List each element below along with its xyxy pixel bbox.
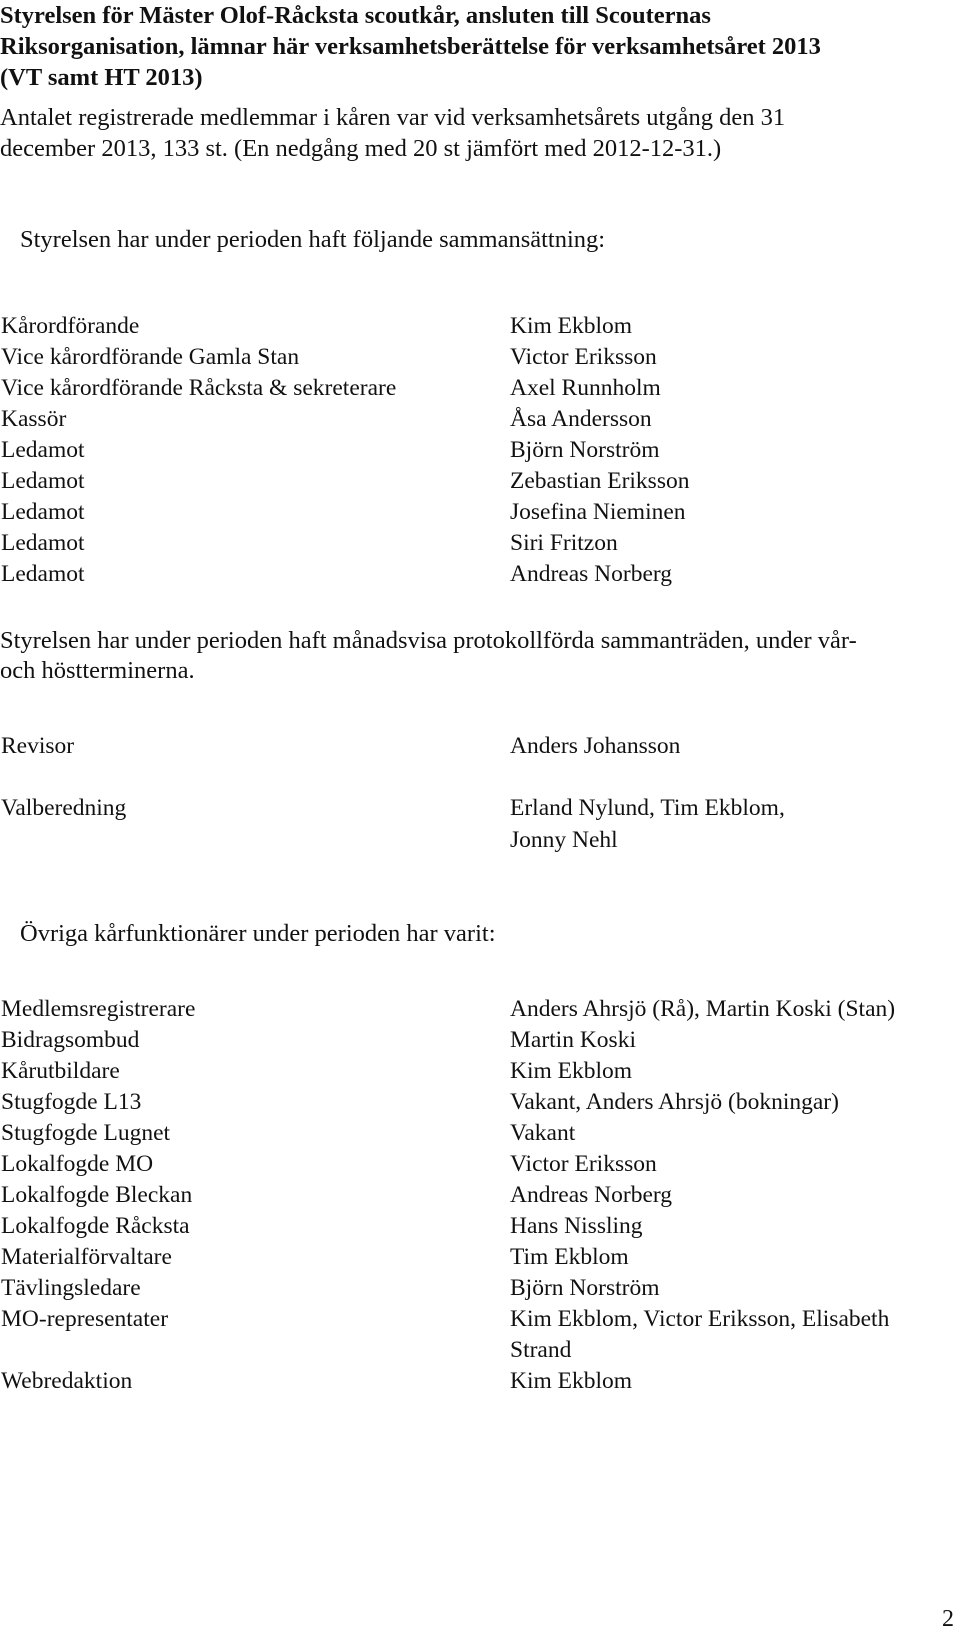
functionary-role: Lokalfogde Råcksta	[1, 1213, 190, 1239]
board-name: Björn Norström	[510, 437, 660, 463]
functionary-role: Kårutbildare	[1, 1058, 120, 1084]
functionary-name: Björn Norström	[510, 1275, 660, 1301]
intro-line-1: Antalet registrerade medlemmar i kåren var vid verksamhetsårets utgång den 31	[0, 104, 786, 131]
board-heading: Styrelsen har under perioden haft följande sammansättning:	[20, 226, 606, 253]
intro-line-2: december 2013, 133 st. (En nedgång med 20 st jämfört med 2012-12-31.)	[0, 135, 722, 162]
board-name: Zebastian Eriksson	[510, 468, 690, 494]
board-name: Siri Fritzon	[510, 530, 618, 556]
functionary-name: Tim Ekblom	[510, 1244, 629, 1270]
meetings-line-2: och höstterminerna.	[0, 657, 195, 684]
functionaries-heading: Övriga kårfunktionärer under perioden har varit:	[20, 920, 496, 947]
board-name: Åsa Andersson	[510, 406, 652, 432]
functionary-roles	[1, 994, 195, 1397]
functionary-name: Martin Koski	[510, 1027, 636, 1053]
functionary-role: Tävlingsledare	[1, 1275, 141, 1301]
board-role: Kårordförande	[1, 313, 140, 339]
board-name: Kim Ekblom	[510, 313, 633, 339]
board-role: Ledamot	[1, 530, 85, 556]
board-name: Josefina Nieminen	[510, 499, 686, 525]
board-name: Andreas Norberg	[510, 561, 673, 587]
document-title-line-3: (VT samt HT 2013)	[0, 64, 203, 91]
functionary-name-continued: Strand	[510, 1337, 572, 1363]
nomination-value-line-2: Jonny Nehl	[510, 827, 618, 853]
functionary-name: Kim Ekblom	[510, 1058, 633, 1084]
board-role: Ledamot	[1, 437, 85, 463]
functionary-role: Bidragsombud	[1, 1027, 140, 1053]
board-role: Kassör	[1, 406, 67, 432]
board-name: Victor Eriksson	[510, 344, 657, 370]
functionary-name: Hans Nissling	[510, 1213, 643, 1239]
auditor-value: Anders Johansson	[510, 733, 681, 759]
board-name: Axel Runnholm	[510, 375, 661, 401]
functionary-name: Victor Eriksson	[510, 1151, 657, 1177]
nomination-value-line-1: Erland Nylund, Tim Ekblom,	[510, 795, 785, 821]
functionary-name: Kim Ekblom, Victor Eriksson, Elisabeth	[510, 1306, 890, 1332]
functionary-name: Andreas Norberg	[510, 1182, 673, 1208]
board-role: Ledamot	[1, 561, 85, 587]
board-role: Ledamot	[1, 499, 85, 525]
document-title-line-2: Riksorganisation, lämnar här verksamhetsberättelse för verksamhetsåret 2013	[0, 33, 821, 60]
functionary-name: Kim Ekblom	[510, 1368, 633, 1394]
board-role: Vice kårordförande Råcksta & sekreterare	[1, 375, 397, 401]
functionary-role: Medlemsregistrerare	[1, 996, 196, 1022]
functionary-role: MO-representater	[1, 1306, 169, 1332]
functionary-role: Stugfogde Lugnet	[1, 1120, 171, 1146]
functionary-role: Lokalfogde MO	[1, 1151, 154, 1177]
board-names	[510, 311, 689, 590]
functionary-name: Vakant, Anders Ahrsjö (bokningar)	[510, 1089, 839, 1115]
document-title-line-1: Styrelsen för Mäster Olof-Råcksta scoutkår, ansluten till Scouternas	[0, 2, 711, 29]
functionary-role: Stugfogde L13	[1, 1089, 142, 1115]
board-roles	[1, 311, 396, 590]
functionary-name: Vakant	[510, 1120, 576, 1146]
functionary-role: Webredaktion	[1, 1368, 133, 1394]
board-role: Ledamot	[1, 468, 85, 494]
functionary-role: Materialförvaltare	[1, 1244, 172, 1270]
meetings-line-1: Styrelsen har under perioden haft månadsvisa protokollförda sammanträden, under vår-	[0, 627, 857, 654]
auditor-label: Revisor	[1, 733, 75, 759]
functionary-names	[510, 994, 895, 1397]
board-role: Vice kårordförande Gamla Stan	[1, 344, 300, 370]
functionary-name: Anders Ahrsjö (Rå), Martin Koski (Stan)	[510, 996, 896, 1022]
nomination-label: Valberedning	[1, 795, 127, 821]
functionary-role: Lokalfogde Bleckan	[1, 1182, 193, 1208]
page-number: 2	[942, 1606, 954, 1632]
